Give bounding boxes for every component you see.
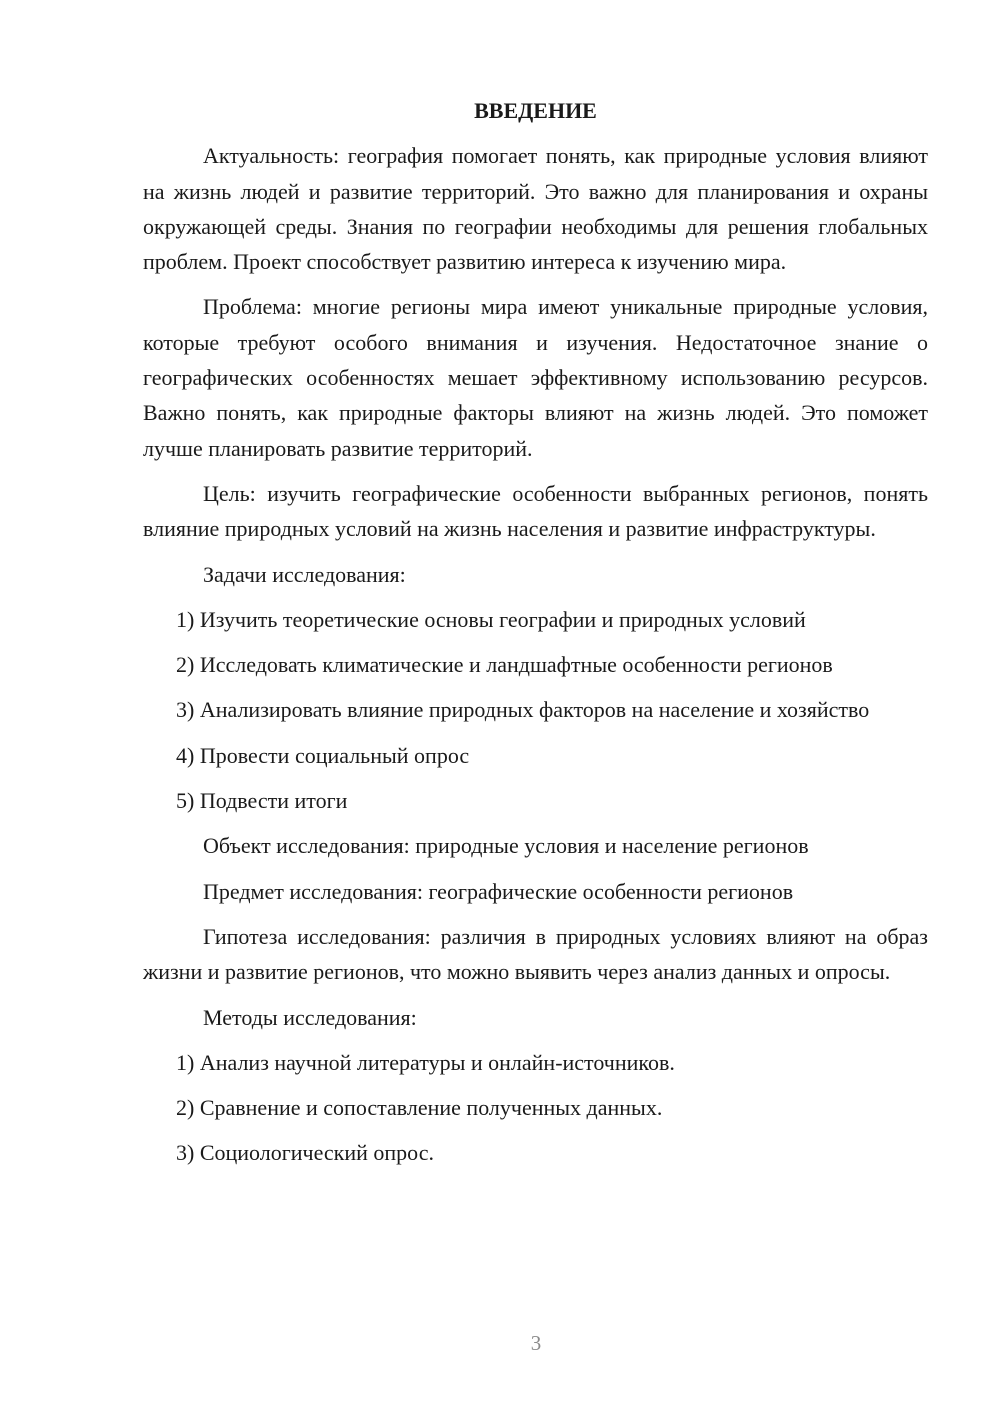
method-item: 3) Социологический опрос. (176, 1140, 434, 1166)
object-paragraph: Объект исследования: природные условия и население регионов (203, 833, 809, 859)
problem-paragraph: Проблема: многие регионы мира имеют уникальные природные условия, которые требуют особого внимания и изучения. Недостаточное знание о географических особенностях мешает эффективному использованию ресурсов. Важно понять, как природные факторы влияют на жизнь людей. Это поможет лучше планировать развитие территорий. (143, 294, 928, 461)
task-item: 4) Провести социальный опрос (176, 742, 470, 768)
task-item: 1) Изучить теоретические основы географии и природных условий (176, 606, 806, 632)
document-page (143, 93, 928, 1181)
method-item: 2) Сравнение и сопоставление полученных данных. (176, 1095, 663, 1121)
task-item: 5) Подвести итоги (176, 788, 348, 814)
goal-paragraph: Цель: изучить географические особенности выбранных регионов, понять влияние природных условий на жизнь населения и развитие инфраструктуры. (143, 480, 928, 542)
task-item: 2) Исследовать климатические и ландшафтные особенности регионов (176, 652, 833, 678)
page-number: 3 (530, 1331, 542, 1355)
subject-paragraph: Предмет исследования: географические особенности регионов (203, 878, 794, 904)
section-title: ВВЕДЕНИЕ (474, 98, 597, 123)
hypothesis-paragraph: Гипотеза исследования: различия в природных условиях влияют на образ жизни и развитие регионов, что можно выявить через анализ данных и опросы. (143, 923, 928, 985)
tasks-heading: Задачи исследования: (203, 561, 406, 587)
task-item: 3) Анализировать влияние природных факторов на население и хозяйство (176, 697, 870, 723)
method-item: 1) Анализ научной литературы и онлайн-источников. (176, 1049, 675, 1075)
relevance-paragraph: Актуальность: география помогает понять, как природные условия влияют на жизнь людей и развитие территорий. Это важно для планирования и охраны окружающей среды. Знания по географии необходимы для решения глобальных проблем. Проект способствует развитию интереса к изучению мира. (143, 143, 928, 275)
methods-heading: Методы исследования: (203, 1004, 417, 1030)
